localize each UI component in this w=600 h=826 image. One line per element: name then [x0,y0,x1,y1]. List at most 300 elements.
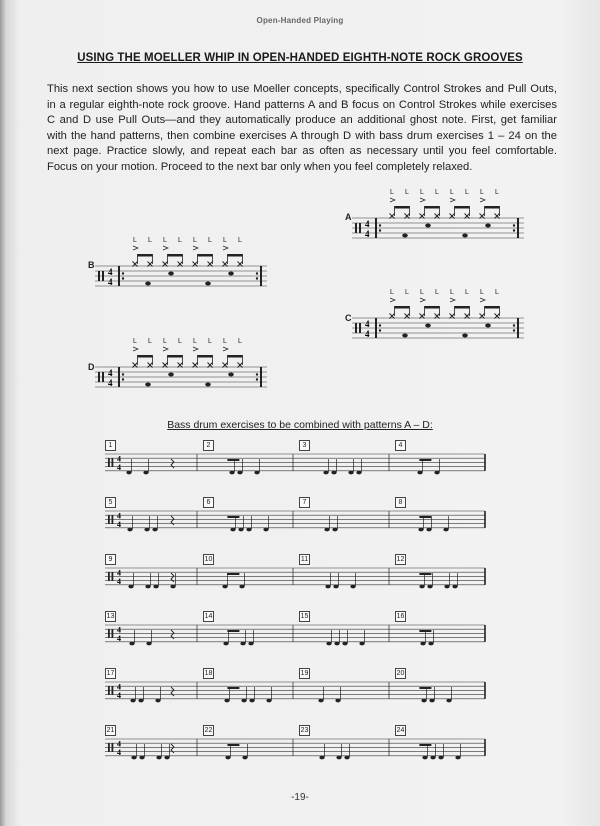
bass-drum-note [145,585,150,589]
hihat-note [495,314,500,319]
hihat-note [435,314,440,319]
bass-drum-note [326,642,331,646]
sticking-letter: L [480,289,484,296]
snare-note [425,324,431,328]
repeat-dot [256,378,258,380]
hihat-note [163,363,168,368]
pattern-label-d: D [88,362,95,372]
bass-note [205,383,211,387]
sticking-letter: L [465,289,469,296]
percussion-clef [108,458,110,467]
accent-mark [480,298,485,302]
time-signature-top: 4 [365,219,370,229]
hihat-note [208,262,213,267]
accent-mark [390,298,395,302]
hihat-note [495,314,500,319]
bass-drum-note [241,699,246,703]
sticking-letter: L [148,237,152,244]
snare-note [228,272,234,276]
bass-note [145,383,151,387]
bass-drum-note [334,642,339,646]
time-signature-bottom: 4 [117,748,121,757]
bass-drum-note [144,528,149,532]
beam [227,516,239,518]
repeat-dot [379,229,381,231]
bass-drum-note [332,528,337,532]
hihat-note [420,314,425,319]
hihat-note [148,262,153,267]
exercise-number: 20 [396,670,405,677]
hihat-note [223,262,228,267]
hihat-note [390,214,395,219]
running-head: Open-Handed Playing [256,16,344,25]
hihat-note [208,262,213,267]
hihat-note [208,363,213,368]
repeat-dot [256,373,258,375]
beam [198,355,213,358]
bass-drum-note [249,699,254,703]
bass-drum-note [426,528,431,532]
beam [138,355,153,358]
time-signature-bottom: 4 [365,329,370,339]
bass-drum-note [359,642,364,646]
bass-drum-note [146,642,151,646]
exercise-row [105,568,485,588]
bass-note [145,282,151,286]
sticking-letter: L [148,338,152,345]
sticking-letter: L [495,189,499,196]
percussion-clef [108,572,110,581]
sticking-letter: L [495,289,499,296]
time-signature-bottom: 4 [117,463,121,472]
accent-mark [193,347,198,351]
hihat-note [163,262,168,267]
bass-drum-note [242,756,247,760]
sticking-letter: L [178,237,182,244]
hihat-note [450,314,455,319]
repeat-dot [256,272,258,274]
exercise-number: 19 [300,670,309,677]
bass-drum-note [348,471,353,475]
hihat-note [390,314,395,319]
hihat-note [133,363,138,368]
accent-mark [390,198,395,202]
exercise-number: 15 [300,613,309,620]
pattern-label-a: A [345,212,352,222]
pattern-c [352,289,524,339]
bass-drum-note [429,699,434,703]
sticking-letter: L [208,237,212,244]
bass-drum-note [156,756,161,760]
pattern-label-c: C [345,313,352,323]
hihat-note [193,262,198,267]
bass-drum-note [446,699,451,703]
exercise-number: 24 [396,727,405,734]
sticking-letter: L [163,237,167,244]
beam [425,306,440,309]
exercise-number: 23 [300,727,309,734]
repeat-dot [513,324,515,326]
bass-drum-note [336,756,341,760]
beam [227,573,239,575]
hihat-note [163,262,168,267]
bass-drum-note [225,756,230,760]
exercise-number: 12 [396,556,405,563]
sticking-letter: L [420,189,424,196]
accent-mark [133,347,138,351]
hihat-note [480,214,485,219]
bass-drum-note [224,699,229,703]
exercise-number: 8 [395,497,406,508]
beam [425,206,440,209]
accent-mark [193,246,198,250]
hihat-note [223,262,228,267]
beam [419,573,431,575]
exercise-number: 1 [105,440,116,451]
hihat-note [480,314,485,319]
accent-mark [420,198,425,202]
repeat-dot [122,378,124,380]
hihat-note [178,262,183,267]
bass-drum-note [155,699,160,703]
sticking-letter: L [420,289,424,296]
exercise-number: 22 [204,727,213,734]
time-signature-top: 4 [117,625,121,635]
repeat-dot [122,272,124,274]
percussion-clef [108,629,110,638]
hihat-note [435,214,440,219]
snare-note [228,373,234,377]
snare-note [425,224,431,228]
bass-drum-note [254,471,259,475]
hihat-note [450,214,455,219]
exercise-row [105,625,485,645]
bass-note [402,234,408,238]
bass-drum-note [129,642,134,646]
bass-note [205,282,211,286]
repeat-dot [122,373,124,375]
percussion-clef [112,515,114,524]
time-signature-top: 4 [108,267,113,277]
percussion-clef [359,323,361,333]
bass-drum-note [331,471,336,475]
percussion-clef [112,572,114,581]
exercise-row [105,454,485,474]
bass-drum-note [333,585,338,589]
hihat-note [133,363,138,368]
beam [227,687,239,689]
section-title: USING THE MOELLER WHIP IN OPEN-HANDED EIGHTH-NOTE ROCK GROOVES [77,52,523,64]
repeat-dot [256,277,258,279]
beam [227,744,239,746]
exercise-number: 14 [204,613,213,620]
beam [198,254,213,257]
accent-mark [420,298,425,302]
sticking-letter: L [450,289,454,296]
percussion-clef [108,515,110,524]
exercise-number: 13 [106,613,115,620]
hihat-note [193,363,198,368]
time-signature-top: 4 [365,319,370,329]
beam [395,306,410,309]
sticking-letter: L [405,289,409,296]
hihat-note [238,363,243,368]
bass-drum-note [438,756,443,760]
bass-drum-note [126,471,131,475]
hihat-note [405,214,410,219]
exercise-row [105,682,485,702]
hihat-note [238,262,243,267]
sticking-letter: L [435,289,439,296]
exercise-number: 16 [396,613,405,620]
accent-mark [163,246,168,250]
percussion-clef [102,372,104,382]
snare-note [485,324,491,328]
exercise-number: 10 [204,556,213,563]
beam [227,459,239,461]
sticking-letter: L [163,338,167,345]
time-signature-bottom: 4 [365,229,370,239]
percussion-clef [98,271,100,281]
sticking-letter: L [193,338,197,345]
bass-drum-note [266,699,271,703]
bass-drum-note [419,585,424,589]
hihat-note [405,314,410,319]
bass-note [462,234,468,238]
bass-note [462,334,468,338]
hihat-note [480,214,485,219]
hihat-note [163,363,168,368]
beam [419,459,431,461]
bass-drum-note [350,585,355,589]
bass-drum-note [164,756,169,760]
bass-drum-note [152,528,157,532]
pattern-b [95,237,267,287]
hihat-note [465,214,470,219]
bass-note [402,334,408,338]
bass-drum-note [263,528,268,532]
beam [485,206,500,209]
beam [228,254,243,257]
hihat-note [148,363,153,368]
hihat-note [133,262,138,267]
bass-drum-note [138,699,143,703]
bass-drum-note [342,642,347,646]
time-signature-top: 4 [117,682,121,692]
sticking-letter: L [133,237,137,244]
exercise-number: 9 [105,554,116,565]
accent-mark [450,198,455,202]
bass-drum-note [128,585,133,589]
hihat-note [480,314,485,319]
paragraph-text: This next section shows you how to use Moeller concepts, specifically Control Strokes and Pull Outs, in a regular eighth-note rock groove. Hand patterns A and B focus on Control Strokes while exercises C and D use Pull Outs—and they automatically produce an additional ghost note. First, get familiar with the hand patterns, then combine exercises A through D with bass drum exercises 1 – 24 on the next page. Practice slowly, and repeat each bar as often as necessary until you feel comfortable. Focus on your motion. Proceed to the next bar only when you feel completely relaxed. [47,83,557,173]
bass-drum-note [229,471,234,475]
pattern-d [95,338,267,388]
hihat-note [405,314,410,319]
bass-drum-note [143,471,148,475]
sticking-letter: L [178,338,182,345]
percussion-clef [355,323,357,333]
percussion-clef [112,686,114,695]
pattern-a [352,189,524,239]
repeat-dot [513,224,515,226]
exercise-row [105,739,485,759]
hihat-note [178,262,183,267]
bass-drum-note [455,756,460,760]
bass-drum-note [237,471,242,475]
beam [168,355,183,358]
beam [168,254,183,257]
percussion-clef [102,271,104,281]
hihat-note [178,363,183,368]
hihat-note [238,363,243,368]
exercise-number: 11 [300,556,309,563]
snare-note [485,224,491,228]
hihat-note [420,214,425,219]
repeat-dot [513,229,515,231]
bass-drum-note [246,528,251,532]
bass-drum-note [430,756,435,760]
bass-drum-note [344,756,349,760]
beam [455,206,470,209]
exercise-number: 21 [106,727,115,734]
time-signature-bottom: 4 [117,520,121,529]
exercise-number: 5 [105,497,116,508]
intro-paragraph [47,82,557,176]
beam [485,306,500,309]
bass-drum-note [230,528,235,532]
bass-drum-note [239,585,244,589]
time-signature-bottom: 4 [117,577,121,586]
bass-drum-note [222,585,227,589]
bass-drum-note [422,756,427,760]
hihat-note [405,214,410,219]
sticking-letter: L [223,237,227,244]
repeat-dot [379,224,381,226]
sticking-letter: L [480,189,484,196]
bass-drum-note [444,585,449,589]
percussion-clef [112,743,114,752]
time-signature-bottom: 4 [108,277,113,287]
bass-drum-note [428,642,433,646]
time-signature-top: 4 [108,368,113,378]
exercise-number: 18 [204,670,213,677]
time-signature-bottom: 4 [117,634,121,643]
beam [455,306,470,309]
sticking-letter: L [465,189,469,196]
beam [419,687,431,689]
exercise-number: 7 [299,497,310,508]
beam [138,254,153,257]
sticking-letter: L [208,338,212,345]
hihat-note [465,314,470,319]
hihat-note [238,262,243,267]
time-signature-top: 4 [117,739,121,749]
hihat-note [223,363,228,368]
accent-mark [163,347,168,351]
sticking-letter: L [238,237,242,244]
hihat-note [450,214,455,219]
accent-mark [223,347,228,351]
beam [419,630,431,632]
sticking-letter: L [390,189,394,196]
hihat-note [390,314,395,319]
bass-drum-note [153,585,158,589]
hihat-note [465,314,470,319]
exercise-number: 17 [106,670,115,677]
sticking-letter: L [435,189,439,196]
percussion-clef [108,686,110,695]
bass-drum-note [427,585,432,589]
repeat-dot [379,329,381,331]
snare-note [168,272,174,276]
bass-drum-note [240,642,245,646]
beam [419,516,431,518]
sticking-letter: L [193,237,197,244]
bass-drum-note [130,699,135,703]
accent-mark [223,246,228,250]
hihat-note [495,214,500,219]
beam [419,744,431,746]
bass-drum-note [319,756,324,760]
bass-drum-note [443,528,448,532]
accent-mark [133,246,138,250]
exercise-number: 3 [299,440,310,451]
time-signature-top: 4 [117,511,121,521]
bass-drum-note [417,471,422,475]
bass-drum-note [238,528,243,532]
bass-drum-note [421,699,426,703]
exercise-number: 6 [203,497,214,508]
accent-mark [480,198,485,202]
page-number: -19- [291,792,309,803]
hihat-note [435,314,440,319]
repeat-dot [513,329,515,331]
time-signature-top: 4 [117,568,121,578]
hihat-note [465,214,470,219]
bass-drum-note [325,585,330,589]
time-signature-bottom: 4 [117,691,121,700]
bass-drum-note [434,471,439,475]
hihat-note [193,262,198,267]
sticking-letter: L [450,189,454,196]
bass-drum-note [248,642,253,646]
sticking-letter: L [390,289,394,296]
percussion-clef [355,223,357,233]
hihat-note [495,214,500,219]
bass-drum-note [418,528,423,532]
hihat-note [435,214,440,219]
repeat-dot [122,277,124,279]
beam [227,630,239,632]
hihat-note [450,314,455,319]
percussion-clef [108,743,110,752]
sticking-letter: L [133,338,137,345]
bass-drum-note [127,528,132,532]
bass-drum-note [420,642,425,646]
bass-drum-subtitle: Bass drum exercises to be combined with patterns A – D: [167,419,433,431]
accent-mark [450,298,455,302]
bass-drum-note [356,471,361,475]
sticking-letter: L [405,189,409,196]
percussion-clef [98,372,100,382]
beam [395,206,410,209]
sticking-letter: L [238,338,242,345]
bass-drum-note [452,585,457,589]
hihat-note [390,214,395,219]
exercise-row [105,511,485,531]
hihat-note [133,262,138,267]
